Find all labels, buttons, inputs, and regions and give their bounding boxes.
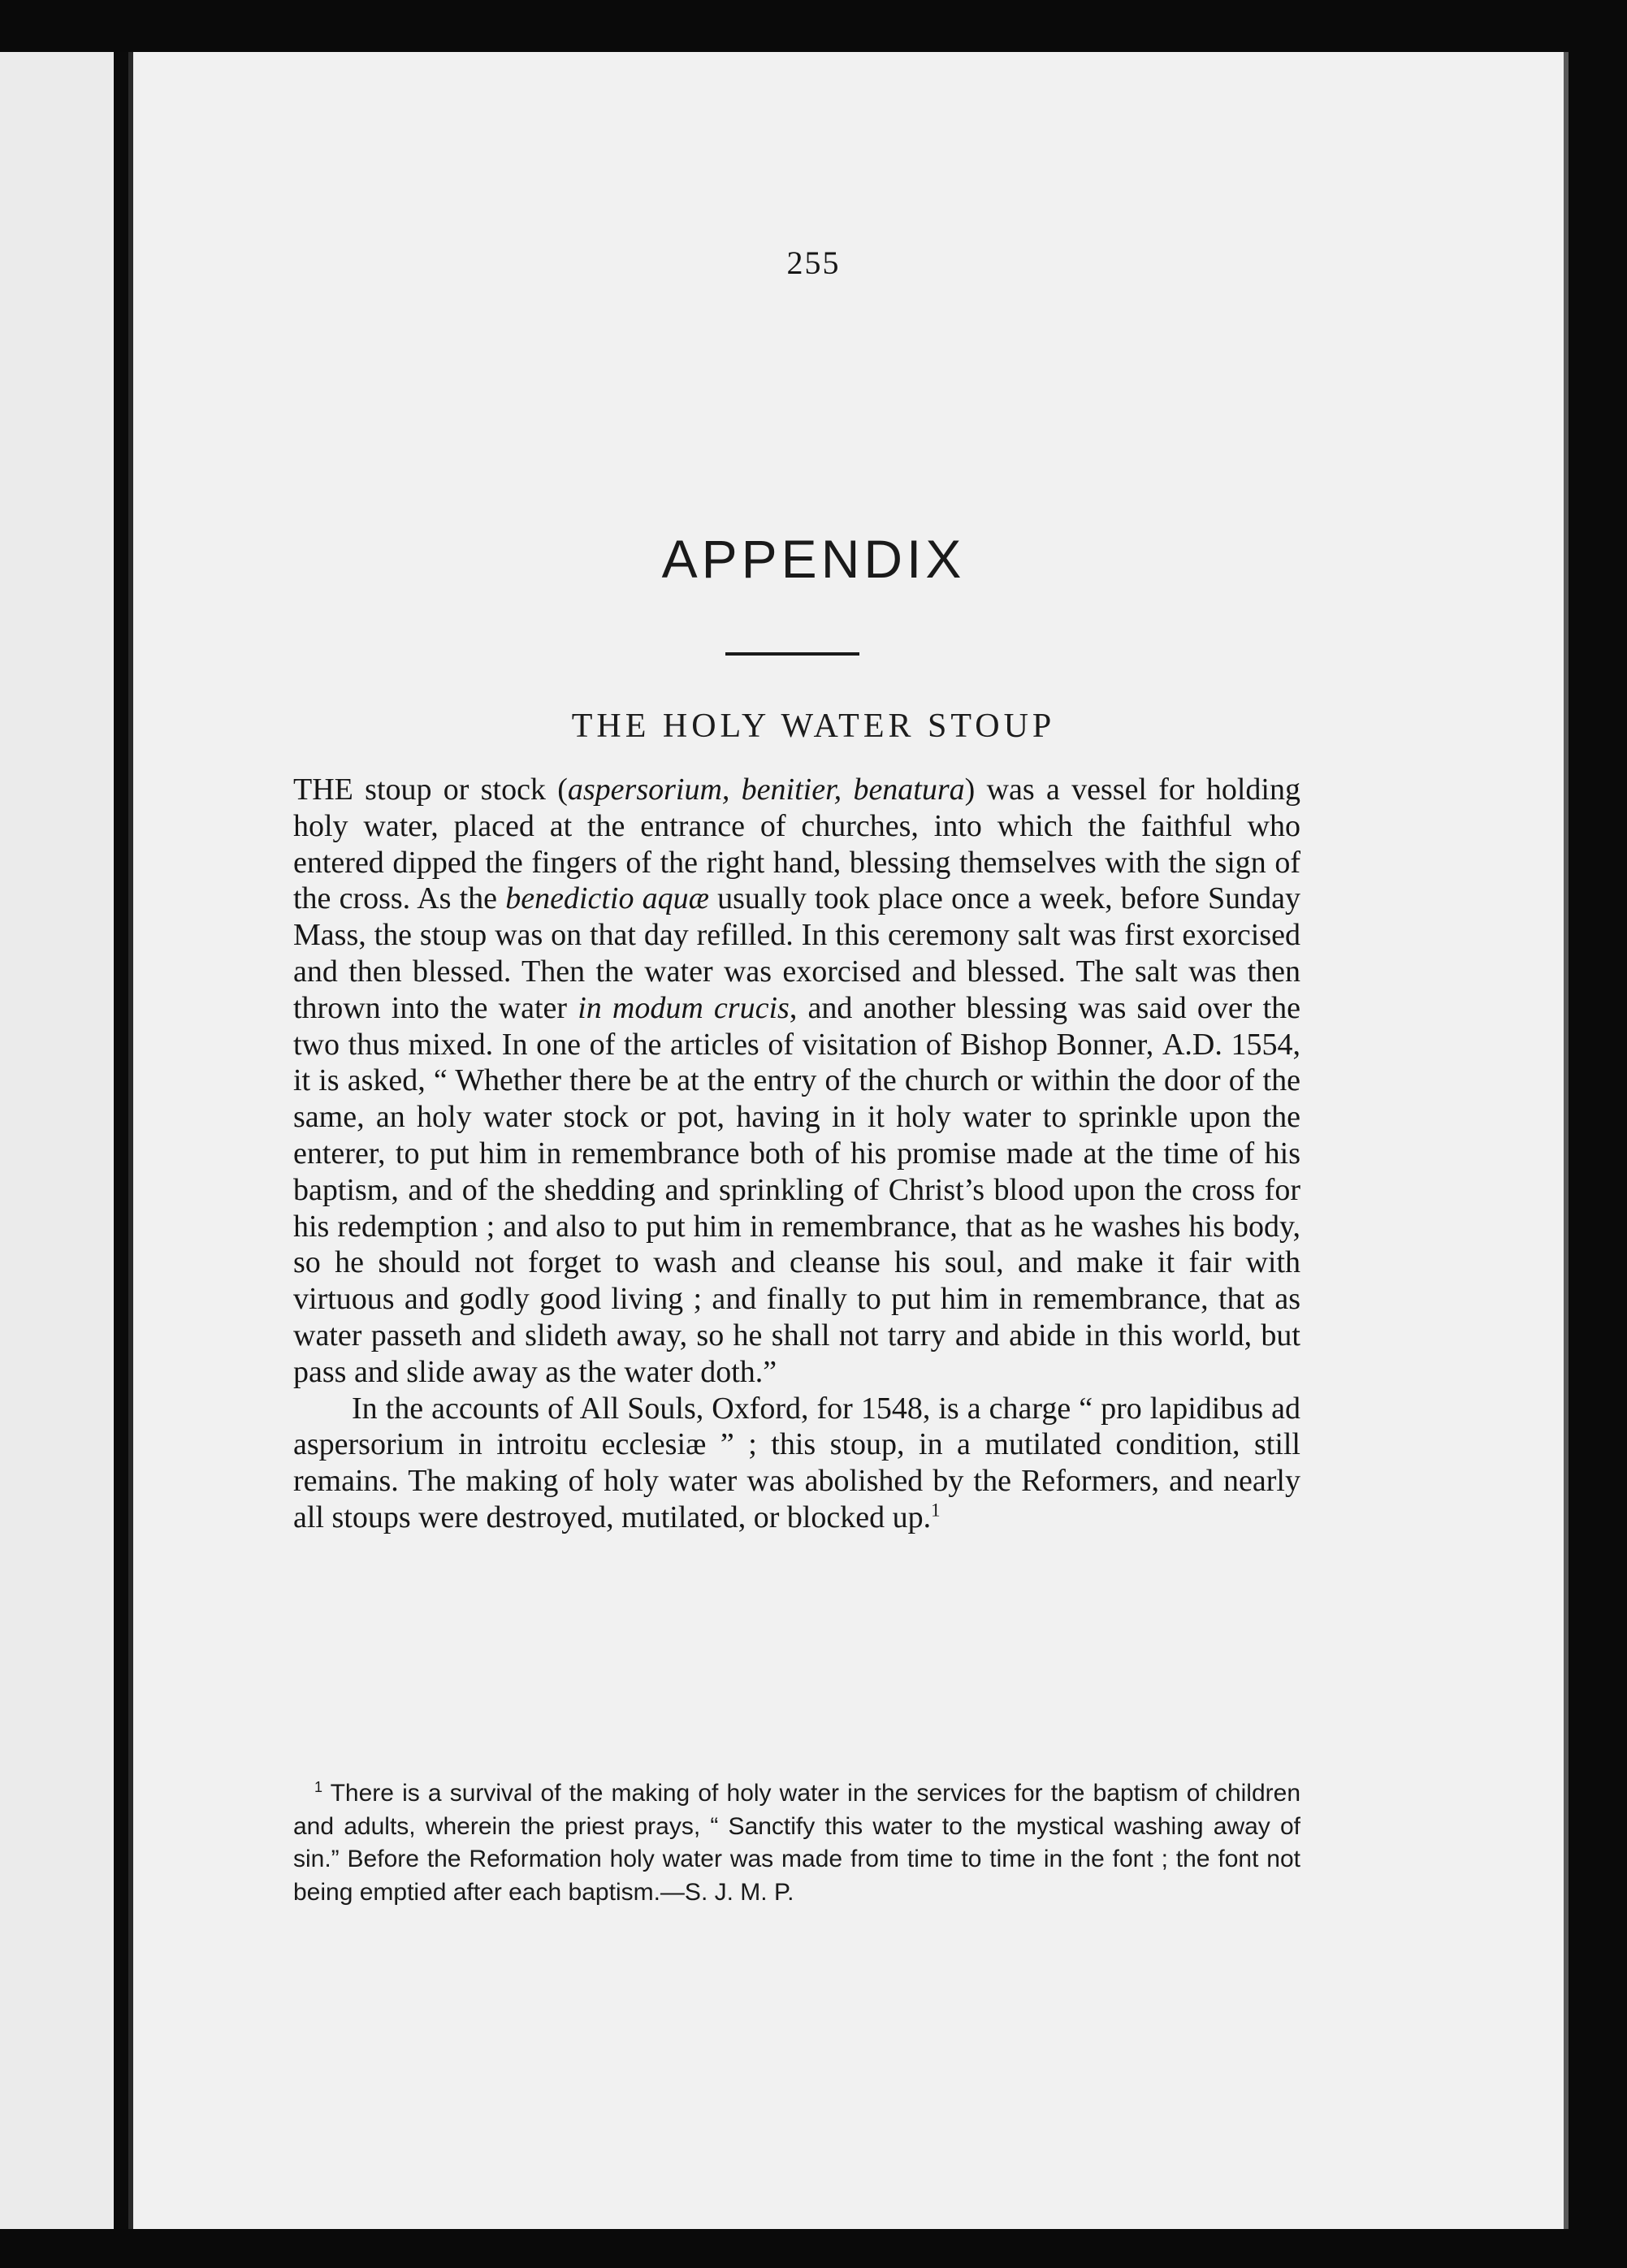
scan-border-bottom [0,2229,1627,2268]
footnote [293,1777,1300,1909]
page-gutter-rule [114,49,128,2242]
page-number: 255 [786,245,841,281]
latin-terms: in modum crucis [578,990,790,1025]
page-edge-right [1564,52,1569,2237]
latin-terms: benedictio aquæ [505,881,709,916]
footnote-reference: 1 [931,1500,941,1521]
text-run: usually took place once a week, before Sunday Mass, the stoup was on that day refilled. In this ceremony salt was first exorcised and then blessed. Then the water was exorcised and blessed. The salt was then thrown into the water [293,881,1301,1025]
page-gutter-shadow [128,49,133,2242]
paragraph-1 [293,772,1300,1391]
scan-border-right [1569,0,1627,2268]
page-title: APPENDIX [661,529,966,589]
era-abbreviation: A.D. [1162,1027,1222,1062]
text-run: In the accounts of All Souls, Oxford, for 1548, is a charge “ pro lapidibus ad aspersorium in introitu ecclesiæ ” ; this stoup, in a mutilated condition, still remains. The making of holy water was abolished by the Reformers, and nearly all stoups were destroyed, mutilated, or blocked up. [293,1391,1300,1534]
footnote-marker: 1 [314,1779,323,1795]
body-text [293,772,1300,1536]
paragraph-2 [293,1391,1300,1536]
section-heading: THE HOLY WATER STOUP [571,708,1056,745]
text-run: ) was a vessel for holding holy water, placed at the entrance of churches, into which the faithful who entered dipped the fingers of the right hand, blessing themselves with the sign of the cross. As the [293,773,1300,916]
text-run: 1554, it is asked, “ Whether there be at the entry of the church or within the door of the same, an holy water stock or pot, having in it holy water to sprinkle upon the enterer, to put him in remembrance both of his promise made at the time of his baptism, and of the shedding and sprinkling of Christ’s blood upon the cross for his redemption ; and also to put him in remembrance, that as he washes his body, so he should not forget to wash and cleanse his soul, and make it fair with virtuous and godly good living ; and finally to put him in remembrance, that as water passeth and slideth away, so he shall not tarry and abide in this world, but pass and slide away as the water doth.” [293,1027,1300,1389]
footnote-text: There is a survival of the making of holy water in the services for the baptism of children and adults, wherein the priest prays, “ Sanctify this water to the mystical washing away of sin.” Before the Reformation holy water was made from time to time in the font ; the font not being emptied after each baptism.—S. J. M. P. [293,1780,1300,1906]
footnote-paragraph [293,1777,1300,1909]
scan-border-top [0,0,1627,52]
text-run: stoup or stock ( [353,773,568,807]
paragraph-lead: THE [293,773,353,807]
title-divider [725,652,859,656]
text-run: , and another blessing was said over the two thus mixed. In one of the articles of visitation of Bishop Bonner, [293,990,1300,1062]
latin-terms: aspersorium, benitier, benatura [567,773,965,807]
facing-page-margin [0,0,114,2268]
